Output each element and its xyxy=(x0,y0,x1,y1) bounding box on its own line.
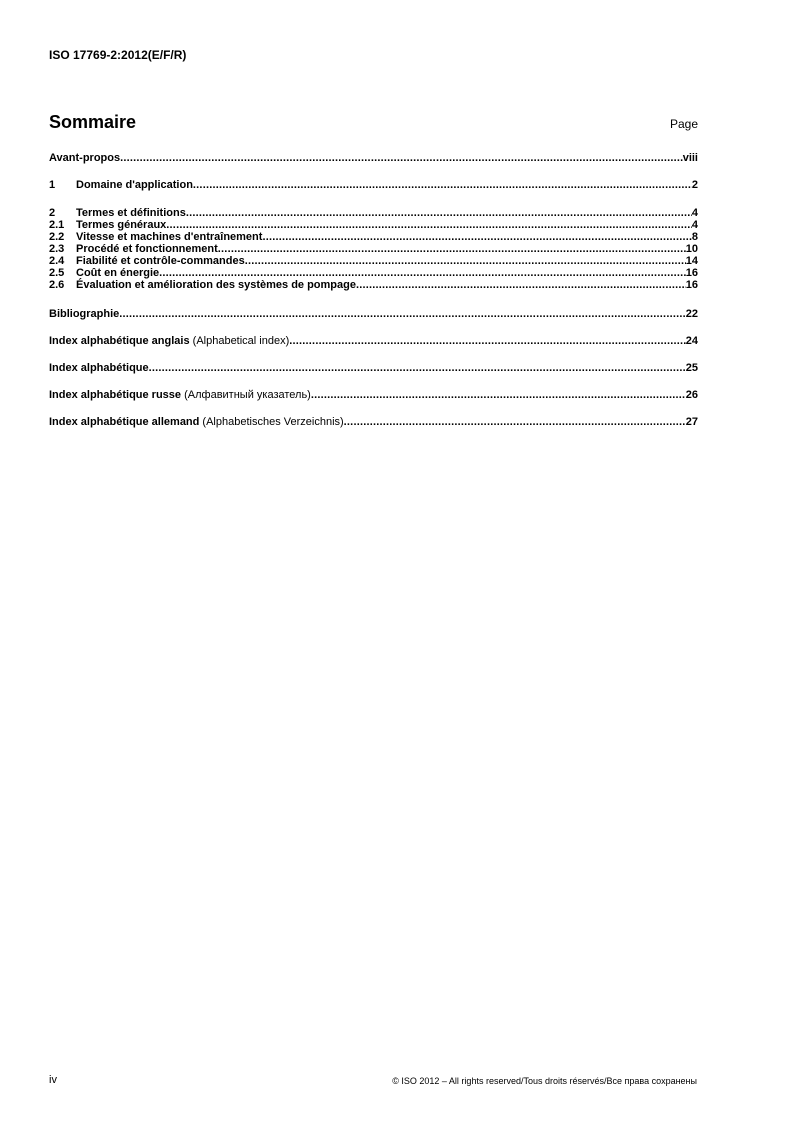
toc-entry-page: 26 xyxy=(685,389,698,401)
toc-entry-page: 8 xyxy=(691,231,698,243)
toc-entry-subtitle: (Алфавитный указатель) xyxy=(181,389,311,401)
toc-entry-number: 2.2 xyxy=(49,231,65,243)
toc-entry-1[interactable] xyxy=(49,179,698,192)
toc-entry-page: 25 xyxy=(685,362,698,374)
toc-leader xyxy=(289,335,685,348)
toc-entry-number: 2.5 xyxy=(49,267,65,279)
toc-entry-title xyxy=(49,389,311,402)
toc-entry-index-allemand[interactable] xyxy=(49,416,698,429)
toc-entry-page: 4 xyxy=(691,219,698,231)
toc-entry-title: Vitesse et machines d'entraînement xyxy=(76,231,263,243)
toc-leader xyxy=(344,416,686,429)
toc-entry-title: Bibliographie xyxy=(49,308,120,320)
toc-entry-title xyxy=(49,416,344,429)
toc-entry-2-6[interactable] xyxy=(49,279,698,292)
toc-leader xyxy=(119,308,685,321)
toc-entry-index-anglais[interactable] xyxy=(49,335,698,348)
toc-entry-page: 16 xyxy=(685,279,698,291)
toc-entry-number: 2.1 xyxy=(49,219,65,231)
toc-entry-page: 2 xyxy=(691,179,698,191)
toc-leader xyxy=(193,179,692,192)
toc-entry-title: Fiabilité et contrôle-commandes xyxy=(76,255,245,267)
document-id: ISO 17769-2:2012(E/F/R) xyxy=(49,48,187,62)
footer-copyright: © ISO 2012 – All rights reserved/Tous droits réservés/Все права сохранены xyxy=(392,1076,697,1086)
toc-entry-title-main: Index alphabétique allemand xyxy=(49,416,200,428)
toc-entry-title: Évaluation et amélioration des systèmes de pompage xyxy=(76,279,356,291)
toc-entry-subtitle: (Alphabetisches Verzeichnis) xyxy=(199,416,344,428)
toc-entry-bibliographie[interactable] xyxy=(49,308,698,321)
toc-entry-title xyxy=(49,335,289,348)
toc-leader xyxy=(356,279,686,292)
toc-entry-number: 2.6 xyxy=(49,279,65,291)
toc-entry-index-russe[interactable] xyxy=(49,389,698,402)
toc-entry-page: 14 xyxy=(685,255,698,267)
toc-entry-title-main: Index alphabétique russe xyxy=(49,389,182,401)
toc-entry-page: viii xyxy=(682,152,698,164)
toc-entry-page: 24 xyxy=(685,335,698,347)
toc-entry-title: Index alphabétique xyxy=(49,362,149,374)
toc-entry-number: 2.4 xyxy=(49,255,65,267)
toc-entry-page: 16 xyxy=(685,267,698,279)
toc-title: Sommaire xyxy=(49,112,137,132)
toc-entry-title: Coût en énergie xyxy=(76,267,160,279)
footer-page-number: iv xyxy=(49,1074,57,1086)
toc-entry-page: 22 xyxy=(685,308,698,320)
toc-entry-subtitle: (Alphabetical index) xyxy=(189,335,290,347)
toc-entry-title: Termes et définitions xyxy=(76,207,186,219)
toc-leader xyxy=(149,362,686,375)
toc-leader xyxy=(311,389,686,402)
toc-entry-page: 10 xyxy=(685,243,698,255)
toc-entry-title: Termes généraux xyxy=(76,219,167,231)
toc-entry-number: 1 xyxy=(49,179,56,191)
toc-entry-avant-propos[interactable] xyxy=(49,152,698,165)
toc-entry-title-main: Index alphabétique anglais xyxy=(49,335,190,347)
toc-entry-index[interactable] xyxy=(49,362,698,375)
toc-entry-page: 27 xyxy=(685,416,698,428)
toc-entry-number: 2 xyxy=(49,207,56,219)
toc-entry-title: Domaine d'application xyxy=(76,179,193,191)
toc-entry-title: Procédé et fonctionnement xyxy=(76,243,218,255)
toc-page-label: Page xyxy=(669,117,698,131)
toc-entry-page: 4 xyxy=(691,207,698,219)
toc-entry-number: 2.3 xyxy=(49,243,65,255)
toc-header xyxy=(49,112,698,134)
toc-entry-title: Avant-propos xyxy=(49,152,121,164)
toc-leader xyxy=(120,152,683,165)
